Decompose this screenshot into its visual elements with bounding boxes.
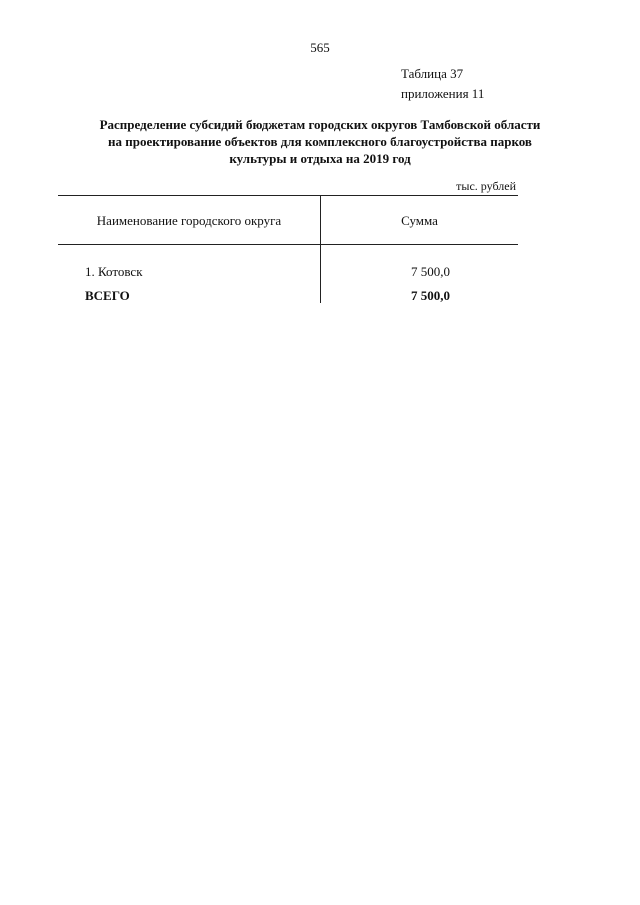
title-line-3: культуры и отдыха на 2019 год: [229, 151, 411, 166]
table-header-border: [58, 244, 518, 245]
table-row-district-name: 1. Котовск: [85, 264, 143, 279]
table-total-label: ВСЕГО: [85, 288, 130, 303]
column-header-sum: Сумма: [401, 213, 438, 228]
column-header-district: Наименование городского округа: [96, 213, 282, 228]
appendix-reference: приложения 11: [401, 86, 485, 101]
document-title: [60, 116, 580, 167]
table-row-district-value: 7 500,0: [411, 264, 450, 279]
units-label: тыс. рублей: [456, 179, 516, 193]
title-line-2: на проектирование объектов для комплексного благоустройства парков: [108, 134, 532, 149]
table-reference: [401, 64, 484, 104]
page-number: 565: [310, 40, 330, 55]
table-number: Таблица 37: [401, 66, 464, 81]
table-column-divider: [320, 195, 321, 303]
title-line-1: Распределение субсидий бюджетам городских округов Тамбовской области: [99, 117, 541, 132]
table-total-value: 7 500,0: [411, 288, 450, 303]
table-top-border: [58, 195, 518, 196]
